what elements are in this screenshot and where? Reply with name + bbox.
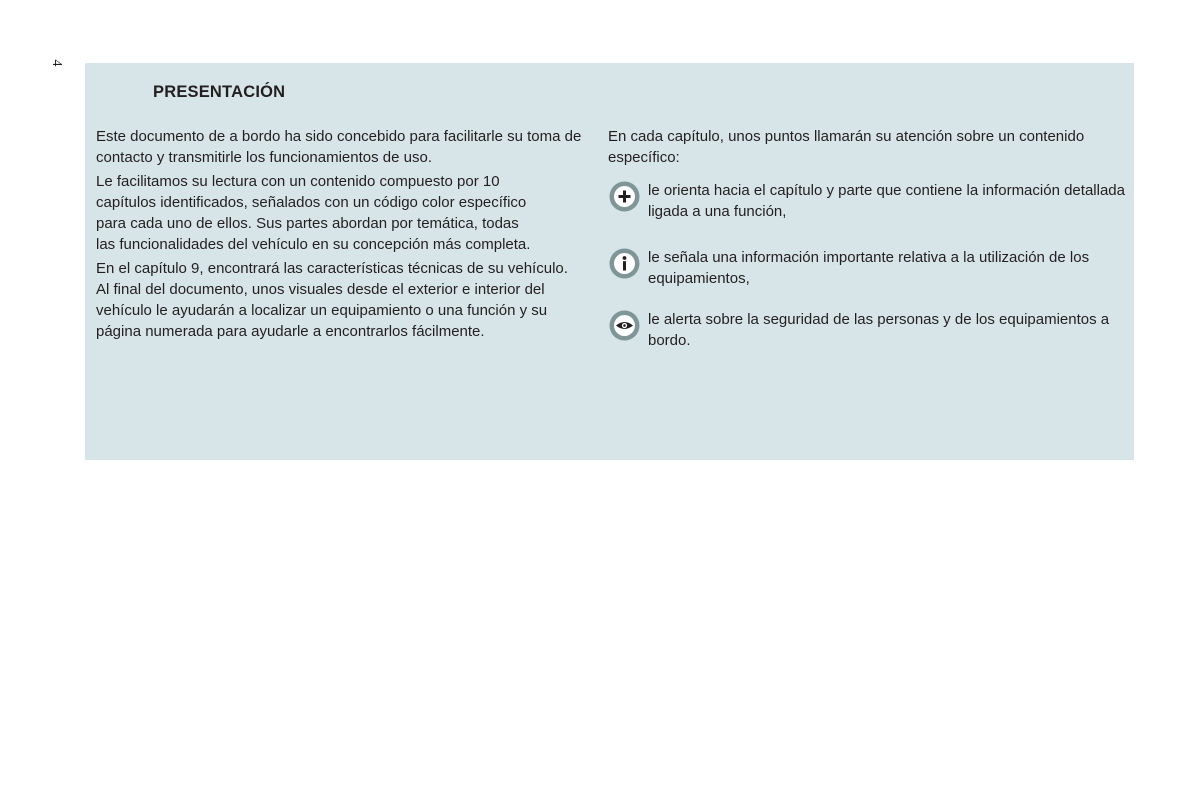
callout-text: le orienta hacia el capítulo y parte que contiene la información detallada ligada a una función, bbox=[648, 182, 1125, 220]
presentation-panel bbox=[85, 63, 1134, 460]
page-number: 4 bbox=[49, 59, 64, 67]
right-column bbox=[608, 126, 1128, 349]
paragraph: Le facilitamos su lectura con un contenido compuesto por 10 capítulos identificados, señalados con un código color específico para cada uno de ellos. Sus partes abordan por temática, todas las funcionalidades del vehículo en su concepción más completa. bbox=[96, 173, 531, 253]
callout-text: le alerta sobre la seguridad de las personas y de los equipamientos a bordo. bbox=[648, 311, 1110, 349]
intro-text: En cada capítulo, unos puntos llamarán su atención sobre un contenido específico: bbox=[608, 128, 1085, 166]
left-column bbox=[96, 126, 596, 345]
paragraph: Este documento de a bordo ha sido concebido para facilitarle su toma de contacto y transmitirle los funcionamientos de uso. bbox=[96, 128, 582, 166]
paragraph: En el capítulo 9, encontrará las características técnicas de su vehículo. Al final del documento, unos visuales desde el exterior e interior del vehículo le ayudarán a localizar un equipamiento o una función y su página numerada para ayudarle a encontrarlos fácilmente. bbox=[96, 260, 568, 340]
page-title: PRESENTACIÓN bbox=[153, 83, 286, 101]
callout-text: le señala una información importante relativa a la utilización de los equipamientos, bbox=[648, 249, 1090, 287]
info-icon bbox=[609, 248, 640, 279]
plus-icon bbox=[609, 181, 640, 212]
eye-icon bbox=[609, 310, 640, 341]
